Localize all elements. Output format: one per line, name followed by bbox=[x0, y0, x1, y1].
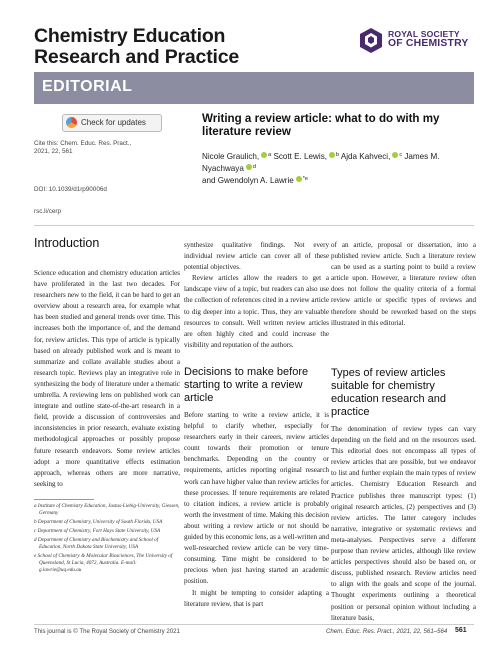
author-name: James M. Nyachwaya bbox=[202, 152, 440, 173]
journal-title-line1: Chemistry Education bbox=[34, 25, 226, 47]
orcid-icon[interactable] bbox=[261, 152, 267, 158]
cite-line2: 2021, 22, 561 bbox=[34, 148, 73, 155]
footer-copyright: This journal is © The Royal Society of Chemistry 2021 bbox=[34, 628, 180, 635]
orcid-icon[interactable] bbox=[246, 164, 252, 170]
section-heading-types: Types of review articles suitable for chemistry education research and practice bbox=[331, 367, 446, 418]
rsc-link[interactable]: rsc.li/cerp bbox=[34, 208, 61, 215]
affiliation: d Department of Chemistry and Biochemistry and School of Education, North Dakota State University, USA bbox=[34, 537, 159, 550]
publisher-line1: ROYAL SOCIETY bbox=[388, 29, 460, 39]
publisher-name bbox=[388, 29, 469, 49]
affiliation: a Institute of Chemistry Education, Justus-Liebig-University, Giessen, Germany bbox=[34, 503, 180, 516]
header-divider bbox=[34, 225, 474, 226]
orcid-icon[interactable] bbox=[329, 152, 335, 158]
affiliation: c Department of Chemistry, Fort Hays State University, USA bbox=[34, 528, 161, 534]
article-title: Writing a review article: what to do with my literature review bbox=[202, 112, 440, 138]
affiliation: b Department of Chemistry, University of South Florida, USA bbox=[34, 519, 163, 525]
affiliation-divider bbox=[34, 499, 94, 500]
body-paragraph: Review articles allow the readers to get a landscape view of a topic, but readers can also use the collection of references cited in a review article to dig deeper into a topic. Thus, they are valuable resources to consult. Well written review articles are often highly cited and could increase the visibility and reputation of the authors. bbox=[184, 274, 329, 349]
author-affiliation-mark: *e bbox=[302, 176, 308, 182]
body-paragraph: The denomination of review types can vary depending on the field and on the resources used. This editorial does not encompass all types of review articles that are possible, but we endeavor to list and further explain the main types of review articles. Chemistry Education Research and Practice publishes three manuscript types: (1) original research articles, (2) perspectives and (3) review articles. The latter category includes narrative, integrative or systematic reviews and meta-analyses. Perspectives serve a different purpose than review articles, although like review articles perspectives should also be based on, or discuss, published research. Review articles need to align with the goals and scope of the journal. Thought experiments outlining a theoretical position or personal opinion without including a literature basis, bbox=[331, 425, 476, 622]
body-column-2-bottom bbox=[184, 410, 329, 610]
publisher-line2: OF CHEMISTRY bbox=[388, 38, 469, 49]
journal-title-line2: Research and Practice bbox=[34, 46, 239, 68]
affiliation-list bbox=[34, 503, 180, 576]
author-name: Nicole Graulich, bbox=[202, 152, 260, 161]
author-affiliation-mark: b bbox=[335, 152, 340, 158]
body-column-1 bbox=[34, 268, 180, 490]
check-for-updates-button[interactable] bbox=[62, 114, 162, 132]
crossmark-icon bbox=[66, 117, 77, 128]
body-column-2-top bbox=[184, 240, 329, 351]
body-paragraph: It might be tempting to consider adapting a literature review, that is part bbox=[184, 588, 329, 608]
author-name: and Gwendolyn A. Lawrie bbox=[202, 176, 294, 185]
citation-info bbox=[34, 140, 134, 156]
author-affiliation-mark: d bbox=[252, 164, 256, 170]
page-number: 561 bbox=[455, 627, 467, 634]
body-column-3-bottom bbox=[331, 424, 476, 624]
body-paragraph: Before starting to write a review article, it is helpful to clarify whether, especially for researchers early in their careers, review articles count towards their promotion or tenure benchmarks. Depending on the country or requirements, articles reporting original research work can have higher value than review articles for these processes. If tenure requirements are related to citation indices, a review article is probably worth the investment of time. Making this decision about writing a review article or not should be guided by this economic lens, as a well-written and well-researched review article can be very time-consuming. Time might be considered to be precious when just having started an academic position. bbox=[184, 411, 329, 586]
orcid-icon[interactable] bbox=[392, 152, 398, 158]
affiliation: e School of Chemistry & Molecular Biosciences, The University of Queensland, St Lucia, 4072, Australia. E-mail: g.lawrie@uq.edu.au bbox=[34, 553, 173, 573]
body-paragraph: Science education and chemistry education articles have proliferated in the last two decades. For researchers new to the field, it can be hard to get an overview about a research area, for example what has been studied and general trends over time. This increases both the importance of, and the demand for, review articles. This type of article is typically based on already published work and is meant to summarize and collate available studies about a research topic. Reviews play an integrative role in synthesizing the body of literature under a thematic umbrella. A reviewing lens on published work can integrate and outline state-of-the-art research in a field, provide a discussion of controversies and inconsistencies in prior research, evaluate existing methodological approaches or possibly propose future research endeavors. Some review articles adopt a more quantitative effects estimation approach, whereas others are more narrative, seeking to bbox=[34, 269, 180, 488]
author-name: Ajda Kahveci, bbox=[340, 152, 391, 161]
section-heading-decisions: Decisions to make before starting to write a review article bbox=[184, 366, 309, 404]
body-paragraph: of an article, proposal or dissertation, into a published review article. Such a literature review can be used as a starting point to build a review article upon. However, a literature review often does not follow the quality criteria of a formal review article or specific types of reviews and therefore should be reworked based on the steps illustrated in this editorial. bbox=[331, 241, 476, 327]
footer-citation: Chem. Educ. Res. Pract., 2021, 22, 561–564 bbox=[326, 628, 448, 635]
author-affiliation-mark: c bbox=[399, 152, 403, 158]
banner-label: EDITORIAL bbox=[42, 78, 133, 95]
check-for-updates-label: Check for updates bbox=[81, 118, 146, 127]
orcid-icon[interactable] bbox=[296, 176, 302, 182]
body-column-3-top bbox=[331, 240, 476, 329]
cite-line1: Cite this: Chem. Educ. Res. Pract., bbox=[34, 140, 132, 147]
author-affiliation-mark: a bbox=[268, 152, 272, 158]
journal-title bbox=[34, 26, 239, 68]
section-heading-introduction: Introduction bbox=[34, 236, 100, 250]
author-name: Scott E. Lewis, bbox=[273, 152, 327, 161]
body-paragraph: synthesize qualitative findings. Not every individual review article can cover all of these potential objectives. bbox=[184, 241, 329, 272]
rsc-logo-icon bbox=[358, 27, 384, 55]
doi[interactable]: DOI: 10.1039/d1rp90006d bbox=[34, 186, 107, 193]
footer-divider bbox=[34, 624, 474, 625]
author-list bbox=[202, 150, 482, 186]
